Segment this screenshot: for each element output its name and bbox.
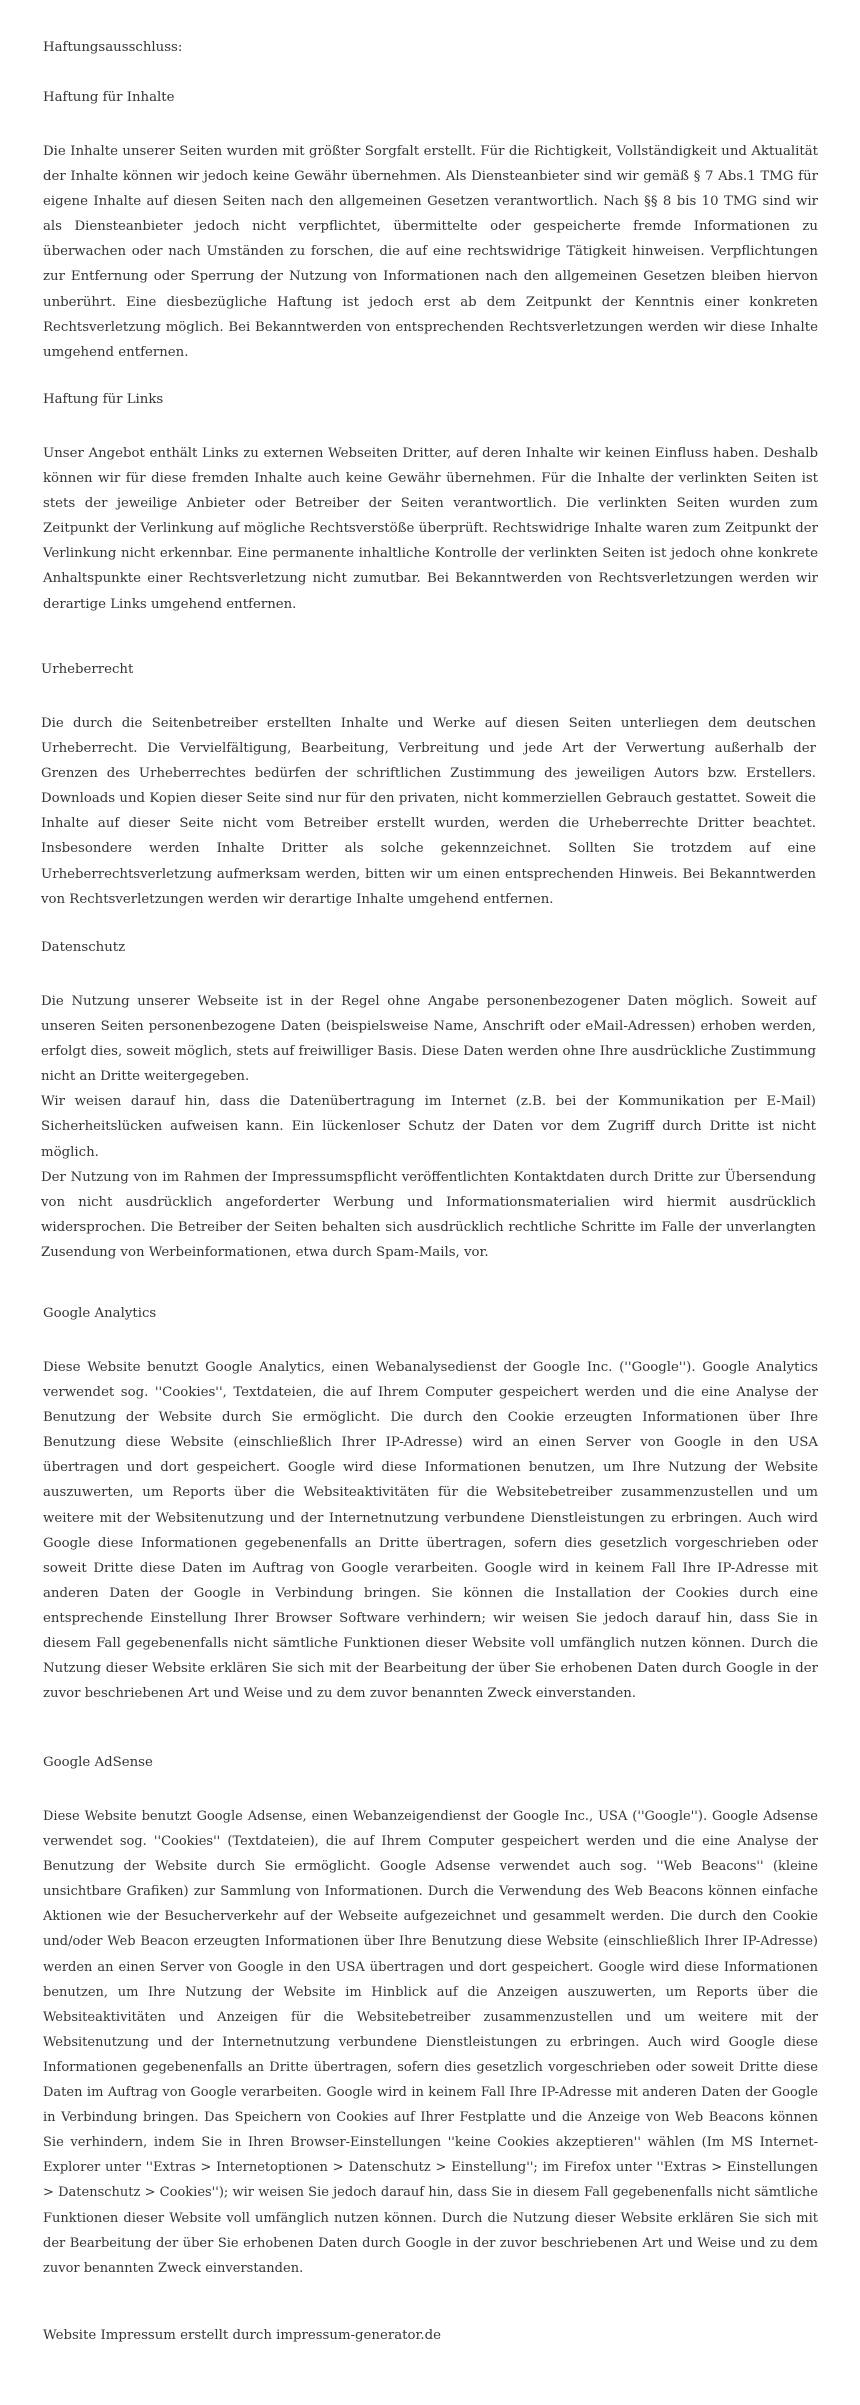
copyright-heading: Urheberrecht — [41, 662, 134, 677]
links-liability-text: Unser Angebot enthält Links zu externen Webseiten Dritter, auf deren Inhalte wir keinen Einfluss haben. Deshalb können wir für diese fremden Inhalte auch keine Gewähr übernehmen. Für die Inhalte der verlinkten Seiten ist stets der jeweilige Anbieter oder Betreiber der Seiten verantwortlich. Die verlinkten Seiten wurden zum Zeitpunkt der Verlinkung auf mögliche Rechtsverstöße überprüft. Rechtswidrige Inhalte waren zum Zeitpunkt der Verlinkung nicht erkennbar. Eine permanente inhaltliche Kontrolle der verlinkten Seiten ist jedoch ohne konkrete Anhaltspunkte einer Rechtsverletzung nicht zumutbar. Bei Bekanntwerden von Rechtsverletzungen werden wir derartige Links umgehend entfernen. — [43, 446, 818, 612]
privacy-text-2: Wir weisen darauf hin, dass die Datenübertragung im Internet (z.B. bei der Kommunikation per E-Mail) Sicherheitslücken aufweisen kann. Ein lückenloser Schutz der Daten vor dem Zugriff durch Dritte ist nicht möglich. — [41, 1094, 816, 1160]
impressum-generator-credit: Website Impressum erstellt durch impressum-generator.de — [43, 2328, 441, 2343]
disclaimer-section — [43, 38, 818, 89]
google-analytics-text: Diese Website benutzt Google Analytics, einen Webanalysedienst der Google Inc. (''Google''). Google Analytics verwendet sog. ''Cookies'', Textdateien, die auf Ihrem Computer gespeichert werden und die eine Analyse der Benutzung der Website durch Sie ermöglicht. Die durch den Cookie erzeugten Informationen über Ihre Benutzung diese Website (einschließlich Ihrer IP-Adresse) wird an einen Server von Google in den USA übertragen und dort gespeichert. Google wird diese Informationen benutzen, um Ihre Nutzung der Website auszuwerten, um Reports über die Websiteaktivitäten für die Websitebetreiber zusammenzustellen und um weitere mit der Websitenutzung und der Internetnutzung verbundene Dienstleistungen zu erbringen. Auch wird Google diese Informationen gegebenenfalls an Dritte übertragen, sofern dies gesetzlich vorgeschrieben oder soweit Dritte diese Daten im Auftrag von Google verarbeiten. Google wird in keinem Fall Ihre IP-Adresse mit anderen Daten der Google in Verbindung bringen. Sie können die Installation der Cookies durch eine entsprechende Einstellung Ihrer Browser Software verhindern; wir weisen Sie jedoch darauf hin, dass Sie in diesem Fall gegebenenfalls nicht sämtliche Funktionen dieser Website voll umfänglich nutzen können. Durch die Nutzung dieser Website erklären Sie sich mit der Bearbeitung der über Sie erhobenen Daten durch Google in der zuvor beschriebenen Art und Weise und zu dem zuvor benannten Zweck einverstanden. — [43, 1360, 818, 1702]
google-analytics-section — [43, 1304, 818, 1706]
copyright-section — [41, 660, 816, 912]
privacy-text-1: Die Nutzung unserer Webseite ist in der Regel ohne Angabe personenbezogener Daten möglich. Soweit auf unseren Seiten personenbezogene Daten (beispielsweise Name, Anschrift oder eMail-Adressen) erhoben werden, erfolgt dies, soweit möglich, stets auf freiwilliger Basis. Diese Daten werden ohne Ihre ausdrückliche Zustimmung nicht an Dritte weitergegeben. — [41, 994, 816, 1085]
content-liability-section — [43, 88, 818, 365]
google-adsense-text: Diese Website benutzt Google Adsense, einen Webanzeigendienst der Google Inc., USA (''Google''). Google Adsense verwendet sog. ''Cookies'' (Textdateien), die auf Ihrem Computer gespeichert werden und die eine Analyse der Benutzung der Website durch Sie ermöglicht. Google Adsense verwendet auch sog. ''Web Beacons'' (kleine unsichtbare Grafiken) zur Sammlung von Informationen. Durch die Verwendung des Web Beacons können einfache Aktionen wie der Besucherverkehr auf der Webseite aufgezeichnet und gesammelt werden. Die durch den Cookie und/oder Web Beacon erzeugten Informationen über Ihre Benutzung diese Website (einschließlich Ihrer IP-Adresse) werden an einen Server von Google in den USA übertragen und dort gespeichert. Google wird diese Informationen benutzen, um Ihre Nutzung der Website im Hinblick auf die Anzeigen auszuwerten, um Reports über die Websiteaktivitäten und Anzeigen für die Websitebetreiber zusammenzustellen und um weitere mit der Websitenutzung und der Internetnutzung verbundene Dienstleistungen zu erbringen. Auch wird Google diese Informationen gegebenenfalls an Dritte übertragen, sofern dies gesetzlich vorgeschrieben oder soweit Dritte diese Daten im Auftrag von Google verarbeiten. Google wird in keinem Fall Ihre IP-Adresse mit anderen Daten der Google in Verbindung bringen. Das Speichern von Cookies auf Ihrer Festplatte und die Anzeige von Web Beacons können Sie verhindern, indem Sie in Ihren Browser-Einstellungen ''keine Cookies akzeptieren'' wählen (Im MS Internet-Explorer unter ''Extras > Internetoptionen > Datenschutz > Einstellung''; im Firefox unter ''Extras > Einstellungen > Datenschutz > Cookies''); wir weisen Sie jedoch darauf hin, dass Sie in diesem Fall gegebenenfalls nicht sämtliche Funktionen dieser Website voll umfänglich nutzen können. Durch die Nutzung dieser Website erklären Sie sich mit der Bearbeitung der über Sie erhobenen Daten durch Google in der zuvor beschriebenen Art und Weise und zu dem zuvor benannten Zweck einverstanden. — [43, 1809, 818, 2276]
privacy-text-3: Der Nutzung von im Rahmen der Impressumspflicht veröffentlichten Kontaktdaten durch Dritte zur Übersendung von nicht ausdrücklich angeforderter Werbung und Informationsmaterialien wird hiermit ausdrücklich widersprochen. Die Betreiber der Seiten behalten sich ausdrücklich rechtliche Schritte im Falle der unverlangten Zusendung von Werbeinformationen, etwa durch Spam-Mails, vor. — [41, 1169, 816, 1260]
content-liability-heading: Haftung für Inhalte — [43, 90, 175, 105]
links-liability-heading: Haftung für Links — [43, 392, 164, 407]
disclaimer-title: Haftungsausschluss: — [43, 40, 183, 55]
copyright-text: Die durch die Seitenbetreiber erstellten Inhalte und Werke auf diesen Seiten unterliegen dem deutschen Urheberrecht. Die Vervielfältigung, Bearbeitung, Verbreitung und jede Art der Verwertung außerhalb der Grenzen des Urheberrechtes bedürfen der schriftlichen Zustimmung des jeweiligen Autors bzw. Erstellers. Downloads und Kopien dieser Seite sind nur für den privaten, nicht kommerziellen Gebrauch gestattet. Soweit die Inhalte auf dieser Seite nicht vom Betreiber erstellt wurden, werden die Urheberrechte Dritter beachtet. Insbesondere werden Inhalte Dritter als solche gekennzeichnet. Sollten Sie trotzdem auf eine Urheberrechtsverletzung aufmerksam werden, bitten wir um einen entsprechenden Hinweis. Bei Bekanntwerden von Rechtsverletzungen werden wir derartige Inhalte umgehend entfernen. — [41, 716, 816, 907]
google-adsense-section — [43, 1753, 818, 2281]
google-adsense-heading: Google AdSense — [43, 1755, 153, 1770]
content-liability-text: Die Inhalte unserer Seiten wurden mit größter Sorgfalt erstellt. Für die Richtigkeit, Vollständigkeit und Aktualität der Inhalte können wir jedoch keine Gewähr übernehmen. Als Diensteanbieter sind wir gemäß § 7 Abs.1 TMG für eigene Inhalte auf diesen Seiten nach den allgemeinen Gesetzen verantwortlich. Nach §§ 8 bis 10 TMG sind wir als Diensteanbieter jedoch nicht verpflichtet, übermittelte oder gespeicherte fremde Informationen zu überwachen oder nach Umständen zu forschen, die auf eine rechtswidrige Tätigkeit hinweisen. Verpflichtungen zur Entfernung oder Sperrung der Nutzung von Informationen nach den allgemeinen Gesetzen bleiben hiervon unberührt. Eine diesbezügliche Haftung ist jedoch erst ab dem Zeitpunkt der Kenntnis einer konkreten Rechtsverletzung möglich. Bei Bekanntwerden von entsprechenden Rechtsverletzungen werden wir diese Inhalte umgehend entfernen. — [43, 144, 818, 360]
privacy-section — [41, 938, 816, 1265]
google-analytics-heading: Google Analytics — [43, 1306, 157, 1321]
links-liability-section — [43, 390, 818, 617]
privacy-heading: Datenschutz — [41, 940, 126, 955]
